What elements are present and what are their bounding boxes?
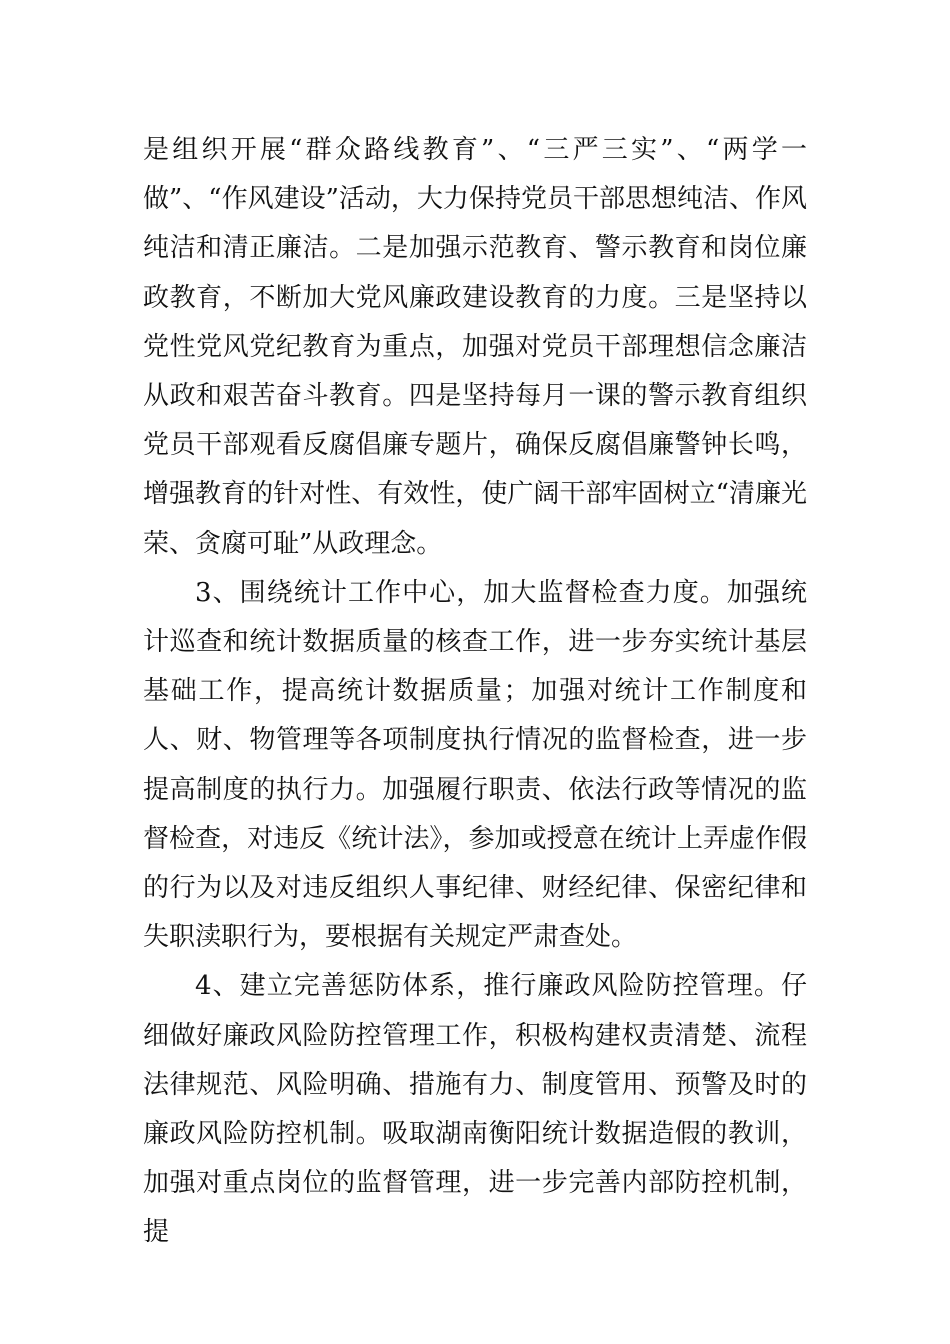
paragraph-item-4: 4、建立完善惩防体系，推行廉政风险防控管理。仔细做好廉政风险防控管理工作，积极构建权责清楚、流程法律规范、风险明确、措施有力、制度管用、预警及时的廉政风险防控机制。吸取湖南衡阳统计数据造假的教训，加强对重点岗位的监督管理，进一步完善内部防控机制，提 (143, 971, 807, 1248)
paragraph-continuation: 是组织开展“群众路线教育”、“三严三实”、“两学一做”、“作风建设”活动，大力保持党员干部思想纯洁、作风纯洁和清正廉洁。二是加强示范教育、警示教育和岗位廉政教育，不断加大党风廉政建设教育的力度。三是坚持以党性党风党纪教育为重点，加强对党员干部理想信念廉洁从政和艰苦奋斗教育。四是坚持每月一课的警示教育组织党员干部观看反腐倡廉专题片，确保反腐倡廉警钟长鸣，增强教育的针对性、有效性，使广阔干部牢固树立“清廉光荣、贪腐可耻”从政理念。 (143, 135, 807, 559)
body-text (143, 126, 807, 1258)
paragraph-item-3: 3、围绕统计工作中心，加大监督检查力度。加强统计巡查和统计数据质量的核查工作，进一步夯实统计基层基础工作，提高统计数据质量；加强对统计工作制度和人、财、物管理等各项制度执行情况的监督检查，进一步提高制度的执行力。加强履行职责、依法行政等情况的监督检查，对违反《统计法》，参加或授意在统计上弄虚作假的行为以及对违反组织人事纪律、财经纪律、保密纪律和失职渎职行为，要根据有关规定严肃查处。 (143, 577, 807, 953)
